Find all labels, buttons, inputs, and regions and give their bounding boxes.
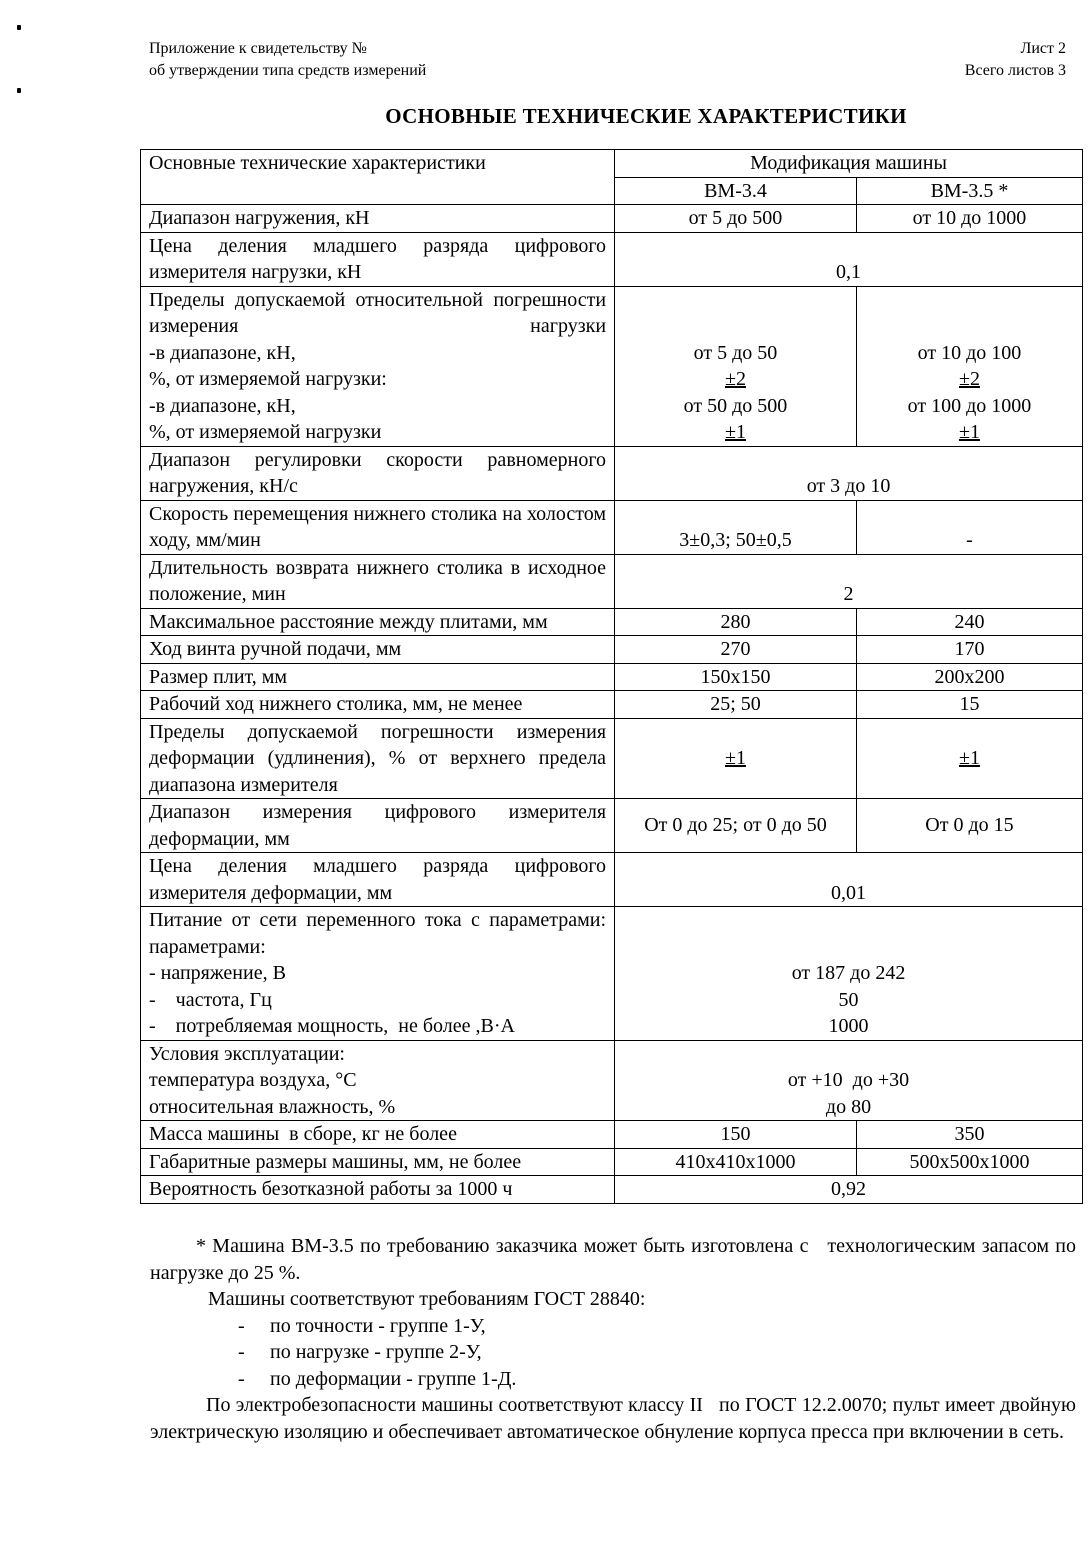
specifications-table [140, 149, 1083, 1204]
row-label-line: относительная влажность, % [149, 1095, 396, 1118]
row-label: Масса машины в сборе, кг не более [141, 1121, 615, 1149]
row-value-merged: 2 [615, 554, 1083, 608]
value-line: от 187 до 242 [791, 962, 906, 984]
row-value-vm35: 350 [856, 1121, 1082, 1149]
row-label-line: Пределы допускаемой относительной погрешности измерения нагрузки [149, 288, 607, 337]
sheet-number: Лист 2 [1020, 40, 1066, 57]
header-left [149, 38, 426, 82]
table-row [141, 446, 1083, 500]
row-value-vm35: от 10 до 1000 [856, 205, 1082, 233]
header-right [965, 38, 1066, 82]
row-value-vm34: от 5 до 500 [615, 205, 857, 233]
value-line: ±2 [724, 368, 746, 390]
row-label-line: -в диапазоне, кН, [149, 341, 296, 364]
table-row [141, 500, 1083, 554]
value-line: от 100 до 1000 [907, 394, 1032, 417]
row-label: Диапазон измерения цифрового измерителя деформации, мм [141, 799, 615, 853]
row-value-vm35 [856, 286, 1082, 446]
row-value-merged [615, 1040, 1083, 1121]
row-value-merged: 0,1 [615, 232, 1083, 286]
row-value-vm34: 270 [615, 636, 857, 664]
table-row [141, 1176, 1083, 1204]
table-row [141, 232, 1083, 286]
row-label: Диапазон нагружения, кН [141, 205, 615, 233]
table-row [141, 663, 1083, 691]
row-label-line: -в диапазоне, кН, [149, 394, 296, 417]
gost-item-text: по нагрузке - группе 2-У, [270, 1341, 482, 1363]
table-row [141, 907, 1083, 1041]
table-row [141, 1148, 1083, 1176]
gost-item [150, 1366, 1076, 1393]
row-label: Скорость перемещения нижнего столика на холостом ходу, мм/мин [141, 500, 615, 554]
gost-item [150, 1313, 1076, 1340]
value-line: от +10 до +30 [787, 1069, 910, 1091]
gost-item [150, 1339, 1076, 1366]
row-label-line: параметрами: [149, 935, 266, 958]
table-row [141, 554, 1083, 608]
row-value-vm35: 240 [856, 608, 1082, 636]
header-modification: Модификация машины [615, 150, 1083, 178]
row-value-vm35: 200x200 [856, 663, 1082, 691]
notes-section [150, 1233, 1081, 1445]
footnote: * Машина ВМ-3.5 по требованию заказчика может быть изготовлена с технологическим запасом по нагрузке до 25 %. [150, 1235, 1081, 1284]
table-row [141, 1121, 1083, 1149]
row-value-merged: 0,92 [615, 1176, 1083, 1204]
row-value-vm34: 25; 50 [615, 691, 857, 719]
gost-item-text: по деформации - группе 1-Д. [270, 1367, 517, 1390]
table-row [141, 691, 1083, 719]
row-value-vm34: 3±0,3; 50±0,5 [615, 500, 857, 554]
row-value-merged: от 3 до 10 [615, 446, 1083, 500]
header-characteristics: Основные технические характеристики [141, 150, 615, 205]
row-label: Размер плит, мм [141, 663, 615, 691]
row-label-line: %, от измеряемой нагрузки: [149, 368, 387, 390]
table-row [141, 799, 1083, 853]
header-model-vm34: ВМ-3.4 [615, 177, 857, 205]
row-value-vm34: От 0 до 25; от 0 до 50 [615, 799, 857, 853]
header-model-vm35: ВМ-3.5 * [856, 177, 1082, 205]
value-line: ±1 [724, 421, 746, 443]
row-label: Диапазон регулировки скорости равномерного нагружения, кН/с [141, 446, 615, 500]
row-value-merged [615, 907, 1083, 1041]
page-title: ОСНОВНЫЕ ТЕХНИЧЕСКИЕ ХАРАКТЕРИСТИКИ [385, 104, 907, 128]
value-line: от 50 до 500 [683, 394, 788, 417]
value-line: от 5 до 50 [693, 341, 778, 364]
table-header-row [141, 150, 1083, 178]
total-sheets: Всего листов 3 [964, 62, 1066, 79]
row-value-vm35: - [856, 500, 1082, 554]
row-value-vm35: От 0 до 15 [856, 799, 1082, 853]
row-label-line: %, от измеряемой нагрузки [149, 421, 382, 443]
row-label-line: - напряжение, В [149, 962, 286, 984]
row-value-vm34 [615, 286, 857, 446]
row-label: Максимальное расстояние между плитами, мм [141, 608, 615, 636]
gost-item-text: по точности - группе 1-У, [270, 1314, 486, 1337]
row-value-vm35: ±1 [856, 718, 1082, 799]
row-label: Пределы допускаемой погрешности измерения деформации (удлинения), % от верхнего предела диапазона измерителя [141, 718, 615, 799]
row-value-vm34: 410x410x1000 [615, 1148, 857, 1176]
row-value-vm34: ±1 [615, 718, 857, 799]
row-value-vm35: 500x500x1000 [856, 1148, 1082, 1176]
row-value-vm34: 150 [615, 1121, 857, 1149]
type-approval-label: об утверждении типа средств измерений [149, 62, 427, 79]
value-line: ±1 [958, 421, 980, 443]
table-row [141, 205, 1083, 233]
row-value-vm35: 15 [856, 691, 1082, 719]
row-label: Рабочий ход нижнего столика, мм, не менее [141, 691, 615, 719]
row-value-vm35: 170 [856, 636, 1082, 664]
safety-note: По электробезопасности машины соответствуют классу II по ГОСТ 12.2.0070; пульт имеет двойную электрическую изоляцию и обеспечивает автоматическое обнуление корпуса пресса при включении в сеть. [150, 1394, 1081, 1443]
row-label: Цена деления младшего разряда цифрового измерителя нагрузки, кН [141, 232, 615, 286]
row-label-line: Условия эксплуатации: [149, 1042, 345, 1065]
row-label [141, 1040, 615, 1121]
certificate-annex-label: Приложение к свидетельству № [149, 40, 367, 57]
value-line: 50 [838, 988, 859, 1011]
row-value-merged: 0,01 [615, 853, 1083, 907]
row-label: Цена деления младшего разряда цифрового измерителя деформации, мм [141, 853, 615, 907]
value-line: ±2 [958, 368, 980, 390]
value-line: 1000 [828, 1015, 869, 1037]
table-row [141, 286, 1083, 446]
row-label-line: Питание от сети переменного тока с параметрами: [149, 909, 607, 931]
row-label: Ход винта ручной подачи, мм [141, 636, 615, 664]
scan-mark [17, 25, 21, 30]
table-row [141, 853, 1083, 907]
table-row [141, 636, 1083, 664]
row-label [141, 907, 615, 1041]
row-label-line: - частота, Гц [149, 988, 272, 1011]
row-label-line: температура воздуха, °С [149, 1069, 357, 1091]
gost-intro: Машины соответствуют требованиям ГОСТ 28840: [208, 1288, 646, 1310]
row-label-line: - потребляемая мощность, не более ,В·А [149, 1015, 515, 1037]
row-label: Длительность возврата нижнего столика в исходное положение, мин [141, 554, 615, 608]
scan-mark [17, 88, 21, 93]
value-line: до 80 [825, 1095, 872, 1118]
table-row [141, 608, 1083, 636]
value-line: от 10 до 100 [917, 341, 1022, 364]
row-value-vm34: 150x150 [615, 663, 857, 691]
table-row [141, 1040, 1083, 1121]
row-label [141, 286, 615, 446]
row-label: Габаритные размеры машины, мм, не более [141, 1148, 615, 1176]
row-value-vm34: 280 [615, 608, 857, 636]
row-label: Вероятность безотказной работы за 1000 ч [141, 1176, 615, 1204]
table-row [141, 718, 1083, 799]
